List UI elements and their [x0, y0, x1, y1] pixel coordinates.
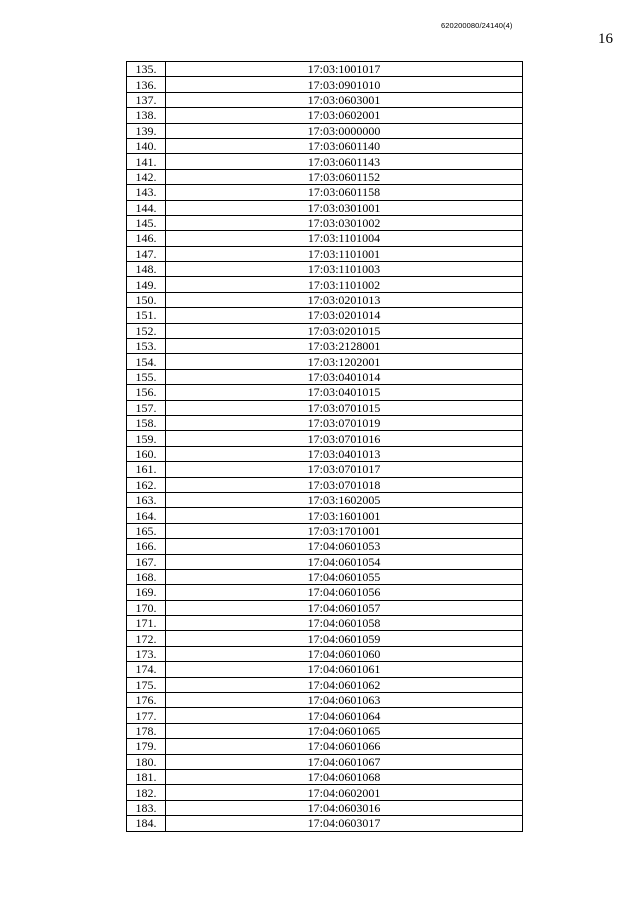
- cadastral-code: 17:04:0601066: [166, 739, 523, 754]
- table-row: [127, 215, 523, 230]
- cadastral-code: 17:03:0301002: [166, 215, 523, 230]
- table-row: [127, 339, 523, 354]
- table-row: [127, 539, 523, 554]
- cadastral-code: 17:03:0701016: [166, 431, 523, 446]
- cadastral-code: 17:04:0601067: [166, 754, 523, 769]
- table-row: [127, 600, 523, 615]
- cadastral-code: 17:03:0701015: [166, 400, 523, 415]
- table-row: [127, 62, 523, 77]
- row-number: 144.: [127, 200, 166, 215]
- row-number: 171.: [127, 616, 166, 631]
- cadastral-code: 17:03:0201013: [166, 292, 523, 307]
- table-row: [127, 154, 523, 169]
- row-number: 163.: [127, 492, 166, 507]
- table-row: [127, 123, 523, 138]
- cadastral-code: 17:03:0401015: [166, 385, 523, 400]
- table-row: [127, 262, 523, 277]
- cadastral-code: 17:03:1001017: [166, 62, 523, 77]
- row-number: 161.: [127, 462, 166, 477]
- row-number: 162.: [127, 477, 166, 492]
- cadastral-code: 17:03:0602001: [166, 108, 523, 123]
- row-number: 160.: [127, 446, 166, 461]
- cadastral-code: 17:03:1202001: [166, 354, 523, 369]
- row-number: 145.: [127, 215, 166, 230]
- table-row: [127, 631, 523, 646]
- row-number: 167.: [127, 554, 166, 569]
- table-row: [127, 446, 523, 461]
- row-number: 164.: [127, 508, 166, 523]
- cadastral-code: 17:03:0000000: [166, 123, 523, 138]
- cadastral-code: 17:04:0601053: [166, 539, 523, 554]
- cadastral-code: 17:04:0601056: [166, 585, 523, 600]
- cadastral-code: 17:03:0401013: [166, 446, 523, 461]
- table-row: [127, 92, 523, 107]
- table-row: [127, 400, 523, 415]
- row-number: 184.: [127, 816, 166, 831]
- cadastral-code: 17:03:0603001: [166, 92, 523, 107]
- cadastral-code: 17:03:0401014: [166, 369, 523, 384]
- row-number: 153.: [127, 339, 166, 354]
- cadastral-code: 17:03:2128001: [166, 339, 523, 354]
- row-number: 169.: [127, 585, 166, 600]
- row-number: 174.: [127, 662, 166, 677]
- row-number: 155.: [127, 369, 166, 384]
- cadastral-code: 17:03:0201015: [166, 323, 523, 338]
- row-number: 154.: [127, 354, 166, 369]
- table-row: [127, 138, 523, 153]
- table-row: [127, 662, 523, 677]
- row-number: 178.: [127, 723, 166, 738]
- cadastral-code: 17:03:0601158: [166, 185, 523, 200]
- table-row: [127, 785, 523, 800]
- row-number: 142.: [127, 169, 166, 184]
- cadastral-code: 17:04:0601068: [166, 769, 523, 784]
- cadastral-code: 17:03:1101002: [166, 277, 523, 292]
- table-row: [127, 585, 523, 600]
- row-number: 148.: [127, 262, 166, 277]
- cadastral-code: 17:03:1101003: [166, 262, 523, 277]
- row-number: 141.: [127, 154, 166, 169]
- row-number: 152.: [127, 323, 166, 338]
- row-number: 150.: [127, 292, 166, 307]
- cadastral-code: 17:03:0701017: [166, 462, 523, 477]
- table-row: [127, 523, 523, 538]
- table-row: [127, 739, 523, 754]
- cadastral-code: 17:03:0901010: [166, 77, 523, 92]
- cadastral-code: 17:04:0601063: [166, 693, 523, 708]
- table-row: [127, 354, 523, 369]
- cadastral-code: 17:04:0601061: [166, 662, 523, 677]
- table-row: [127, 292, 523, 307]
- table-row: [127, 277, 523, 292]
- row-number: 166.: [127, 539, 166, 554]
- table-row: [127, 800, 523, 815]
- table-row: [127, 323, 523, 338]
- table-row: [127, 431, 523, 446]
- cadastral-code: 17:03:0201014: [166, 308, 523, 323]
- cadastral-code: 17:03:0701019: [166, 415, 523, 430]
- cadastral-code: 17:03:0701018: [166, 477, 523, 492]
- table-row: [127, 693, 523, 708]
- row-number: 143.: [127, 185, 166, 200]
- row-number: 180.: [127, 754, 166, 769]
- cadastral-code: 17:03:0301001: [166, 200, 523, 215]
- table-row: [127, 816, 523, 831]
- cadastral-code: 17:04:0602001: [166, 785, 523, 800]
- table-row: [127, 200, 523, 215]
- table-row: [127, 108, 523, 123]
- cadastral-code: 17:04:0601054: [166, 554, 523, 569]
- table-row: [127, 462, 523, 477]
- row-number: 139.: [127, 123, 166, 138]
- table-row: [127, 385, 523, 400]
- row-number: 147.: [127, 246, 166, 261]
- cadastral-code: 17:04:0601064: [166, 708, 523, 723]
- page-number: 16: [598, 31, 613, 47]
- table-row: [127, 415, 523, 430]
- table-row: [127, 185, 523, 200]
- table-row: [127, 77, 523, 92]
- table-row: [127, 231, 523, 246]
- table-row: [127, 569, 523, 584]
- table-row: [127, 708, 523, 723]
- table-row: [127, 646, 523, 661]
- cadastral-code: 17:03:0601143: [166, 154, 523, 169]
- row-number: 181.: [127, 769, 166, 784]
- row-number: 175.: [127, 677, 166, 692]
- row-number: 136.: [127, 77, 166, 92]
- document-code: 620200080/24140(4): [441, 21, 513, 30]
- cadastral-code: 17:03:1602005: [166, 492, 523, 507]
- cadastral-code: 17:04:0603016: [166, 800, 523, 815]
- cadastral-code: 17:03:1601001: [166, 508, 523, 523]
- row-number: 170.: [127, 600, 166, 615]
- table-row: [127, 508, 523, 523]
- cadastral-code: 17:04:0601058: [166, 616, 523, 631]
- cadastral-code: 17:04:0601055: [166, 569, 523, 584]
- row-number: 149.: [127, 277, 166, 292]
- table-row: [127, 169, 523, 184]
- cadastral-code: 17:04:0601065: [166, 723, 523, 738]
- row-number: 156.: [127, 385, 166, 400]
- table-row: [127, 308, 523, 323]
- cadastral-code: 17:04:0601059: [166, 631, 523, 646]
- row-number: 182.: [127, 785, 166, 800]
- row-number: 146.: [127, 231, 166, 246]
- row-number: 176.: [127, 693, 166, 708]
- row-number: 157.: [127, 400, 166, 415]
- row-number: 159.: [127, 431, 166, 446]
- table-row: [127, 677, 523, 692]
- row-number: 177.: [127, 708, 166, 723]
- table-row: [127, 246, 523, 261]
- cadastral-code: 17:04:0603017: [166, 816, 523, 831]
- table-row: [127, 554, 523, 569]
- table-row: [127, 723, 523, 738]
- cadastral-code: 17:03:1101001: [166, 246, 523, 261]
- row-number: 140.: [127, 138, 166, 153]
- cadastral-code: 17:03:1701001: [166, 523, 523, 538]
- cadastral-code: 17:03:0601152: [166, 169, 523, 184]
- row-number: 135.: [127, 62, 166, 77]
- row-number: 151.: [127, 308, 166, 323]
- table-row: [127, 616, 523, 631]
- cadastral-table: [126, 61, 523, 832]
- row-number: 137.: [127, 92, 166, 107]
- cadastral-code: 17:03:1101004: [166, 231, 523, 246]
- cadastral-code: 17:03:0601140: [166, 138, 523, 153]
- row-number: 179.: [127, 739, 166, 754]
- row-number: 183.: [127, 800, 166, 815]
- table-row: [127, 769, 523, 784]
- row-number: 168.: [127, 569, 166, 584]
- row-number: 165.: [127, 523, 166, 538]
- table-row: [127, 492, 523, 507]
- table-row: [127, 369, 523, 384]
- row-number: 173.: [127, 646, 166, 661]
- row-number: 138.: [127, 108, 166, 123]
- cadastral-code: 17:04:0601060: [166, 646, 523, 661]
- table-row: [127, 754, 523, 769]
- table-row: [127, 477, 523, 492]
- cadastral-code: 17:04:0601062: [166, 677, 523, 692]
- row-number: 158.: [127, 415, 166, 430]
- row-number: 172.: [127, 631, 166, 646]
- cadastral-code: 17:04:0601057: [166, 600, 523, 615]
